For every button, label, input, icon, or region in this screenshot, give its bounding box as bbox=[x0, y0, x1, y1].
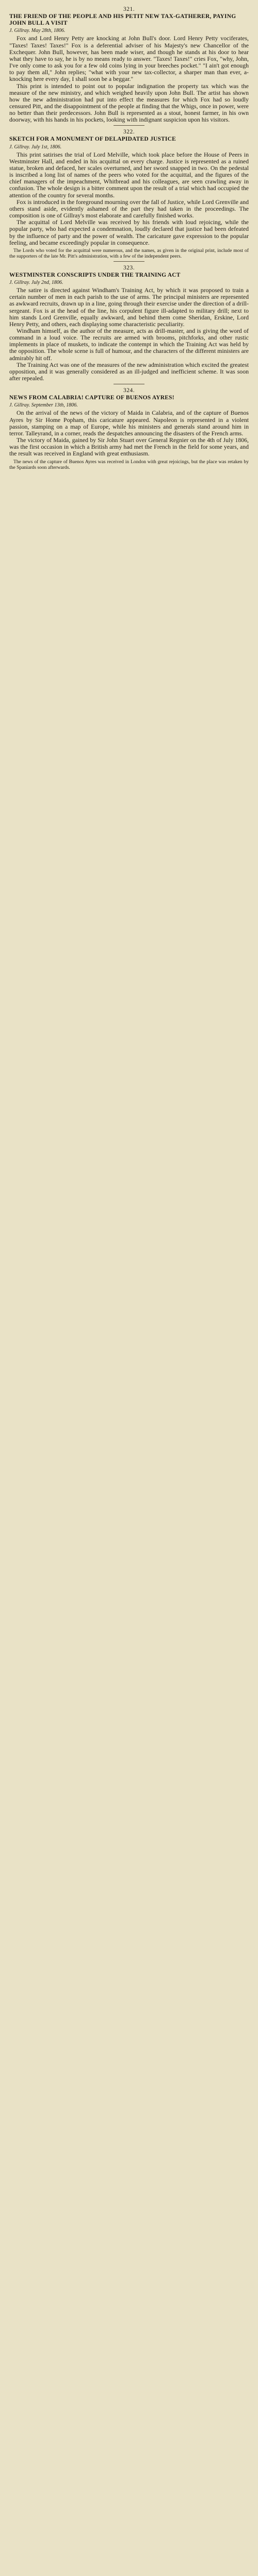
article-paragraph: The satire is directed against Windham's Training Act, by which it was proposed to train a certain number of men in each parish to the use of arms. The principal ministers are represented as awkward recruits, drawn up in a line, going through their exercise under the direction of a drill-sergeant. Fox is at the head of the line, his corpulent figure ill-adapted to military drill; next to him stands Lord Grenville, equally awkward, and behind them come Sheridan, Erskine, Lord Henry Petty, and others, each displaying some characteristic peculiarity. bbox=[9, 286, 249, 328]
article-number: 324. bbox=[123, 387, 135, 394]
article-paragraph: The Training Act was one of the measures of the new administration which excited the greatest opposition, and it was generally considered as an ill-judged and inefficient scheme. It was soon after repealed. bbox=[9, 361, 249, 382]
article-byline: J. Gillray. May 28th, 1806. bbox=[9, 28, 66, 34]
article-paragraph: Windham himself, as the author of the measure, acts as drill-master, and is giving the word of command in a loud voice. The recruits are armed with brooms, pitchforks, and other rustic implements in place of muskets, to indicate the contempt in which the Training Act was held by the opposition. The whole scene is full of humour, and the characters of the different ministers are admirably hit off. bbox=[9, 327, 249, 362]
section-divider bbox=[114, 125, 144, 126]
article-title: NEWS FROM CALABRIA! CAPTURE OF BUENOS AYRES! bbox=[9, 395, 174, 401]
footnote: The Lords who voted for the acquittal were numerous, and the names, as given in the original print, include most of the supporters of the late Mr. Pitt's administration, with a few of the independent peers. bbox=[9, 247, 249, 259]
section-divider bbox=[114, 261, 144, 262]
article-byline: J. Gillray. July 1st, 1806. bbox=[9, 144, 62, 150]
article-number: 323. bbox=[123, 264, 135, 271]
article-paragraph: This print satirises the trial of Lord Melville, which took place before the House of Peers in Westminster Hall, and ended in his acquittal on every charge. Justice is represented as a ruined statue, broken and defaced, her scales overturned, and her sword snapped in two. On the pedestal is inscribed a long list of names of the peers who voted for the acquittal, and the figures of the chief managers of the impeachment, Whitbread and his colleagues, are seen crawling away in confusion. The whole design is a bitter comment upon the result of a trial which had occupied the attention of the country for several months. bbox=[9, 150, 249, 199]
article-paragraph: This print is intended to point out to popular indignation the property tax which was the measure of the new ministry, and which weighed heavily upon John Bull. The artist has shown how the new administration had put into effect the measures for which Fox had so loudly censured Pitt, and the disappointment of the people at finding that the Whigs, once in power, were no better than their predecessors. John Bull is represented as a stout, honest farmer, in his own doorway, with his hands in his pockets, looking with indignant suspicion upon his visitors. bbox=[9, 82, 249, 124]
article-322 bbox=[9, 129, 249, 259]
article-byline: J. Gillray. September 13th, 1806. bbox=[9, 402, 78, 409]
article-byline: J. Gillray. July 2nd, 1806. bbox=[9, 280, 63, 286]
article-paragraph: On the arrival of the news of the victory of Maida in Calabria, and of the capture of Buenos Ayres by Sir Home Popham, this caricature appeared. Napoleon is represented in a violent passion, stamping on a map of Europe, while his ministers and generals stand around him in terror. Talleyrand, in a corner, reads the despatches announcing the disasters of the French arms. bbox=[9, 409, 249, 437]
article-323 bbox=[9, 265, 249, 382]
article-paragraph: The acquittal of Lord Melville was received by his friends with loud rejoicing, while the popular party, who had expected a condemnation, loudly declared that justice had been defeated by the influence of party and the power of wealth. The caricature gave expression to the popular feeling, and became exceedingly popular in consequence. bbox=[9, 218, 249, 246]
footnote: The news of the capture of Buenos Ayres was received in London with great rejoicings, but the place was retaken by the Spaniards soon afterwards. bbox=[9, 459, 249, 470]
article-paragraph: Fox is introduced in the foreground mourning over the fall of Justice, while Lord Grenville and others stand aside, evidently ashamed of the part they had taken in the proceedings. The composition is one of Gillray's most elaborate and carefully finished works. bbox=[9, 198, 249, 219]
article-number: 321. bbox=[123, 6, 135, 12]
article-title: SKETCH FOR A MONUMENT OF DELAPIDATED JUSTICE bbox=[9, 136, 176, 143]
article-324 bbox=[9, 387, 249, 470]
article-number: 322. bbox=[123, 129, 135, 135]
article-title: WESTMINSTER CONSCRIPTS UNDER THE TRAINING ACT bbox=[9, 272, 181, 278]
article-321 bbox=[9, 6, 249, 123]
article-paragraph: The victory of Maida, gained by Sir John Stuart over General Regnier on the 4th of July 1806, was the first occasion in which a British army had met the French in the field for some years, and the result was received in England with great enthusiasm. bbox=[9, 436, 249, 457]
article-title: THE FRIEND OF THE PEOPLE AND HIS PETIT NEW TAX-GATHERER, PAYING JOHN BULL A VISIT bbox=[9, 13, 236, 27]
article-paragraph: Fox and Lord Henry Petty are knocking at John Bull's door. Lord Henry Petty vociferates, "Taxes! Taxes! Taxes!" Fox is a deferential adviser of his Majesty's new Chancellor of the Exchequer. John Bull, however, has been made wiser, and though he stands at his door to hear what they have to say, he is by no means ready to answer. "Taxes! Taxes!" cries Fox, "why, John, I've only come to ask you for a few old coins lying in your breeches pocket." "I ain't got enough to pay them all," John replies; "what with your new tax-collector, a sharper man than ever, a-knocking here every day, I shall soon be a beggar." bbox=[9, 35, 249, 83]
